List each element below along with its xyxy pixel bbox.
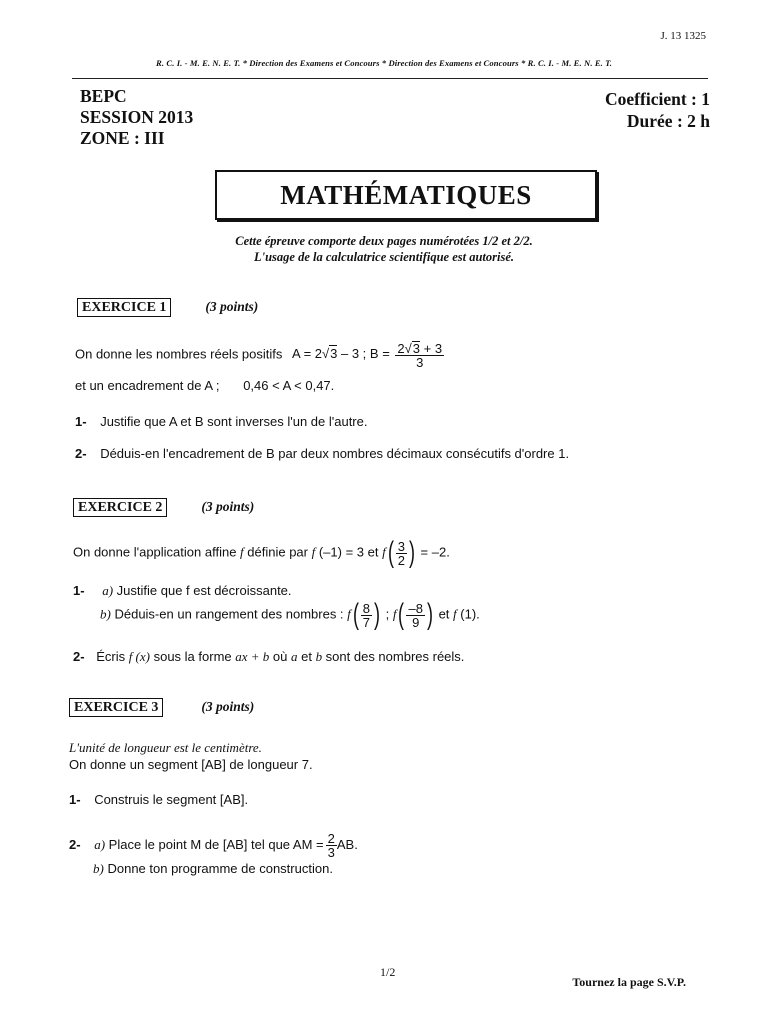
variable-b: b: [315, 649, 323, 664]
exercise-2-given-value: (–1) = 3 et: [315, 544, 383, 560]
exam-session: SESSION 2013: [80, 107, 194, 127]
exercise-1-given: [75, 341, 444, 369]
fraction-denominator: 2: [397, 552, 405, 568]
function-f: f: [240, 544, 244, 560]
expr-a-radicand: 3: [330, 346, 338, 362]
expr-a-coef: A = 2: [292, 346, 323, 362]
separator: ;: [382, 606, 393, 622]
fraction-2-3: [326, 832, 337, 859]
exercise-3-unit: L'unité de longueur est le centimètre.: [69, 740, 262, 755]
header-rule: [72, 78, 708, 79]
question-text: Donne ton programme de construction.: [107, 861, 333, 876]
question-text: Écris: [96, 649, 129, 664]
exercise-3-given: On donne un segment [AB] de longueur 7.: [69, 757, 313, 772]
question-text-end: (1).: [456, 606, 480, 622]
fraction-8-7: [361, 602, 372, 629]
question-text: Déduis-en un rangement des nombres :: [114, 606, 348, 622]
exercise-2-given-text: On donne l'application affine: [73, 544, 241, 560]
exercise-2-given-mid: définie par: [243, 544, 312, 560]
exercise-3-points: (3 points): [201, 699, 255, 714]
exam-note-pages: Cette épreuve comporte deux pages numérotées 1/2 et 2/2.: [235, 234, 533, 248]
exercise-3-label: EXERCICE 3: [69, 698, 163, 717]
expr-b-denominator: 3: [416, 355, 424, 370]
question-text: Justifie que f est décroissante.: [116, 583, 292, 598]
question-number: 2-: [69, 836, 81, 852]
question-text: Construis le segment [AB].: [94, 792, 249, 807]
exercise-1-bounds: [75, 378, 334, 393]
expr-b-numerator: 2√3 + 3: [397, 341, 443, 356]
expr-a-end: – 3 ; B =: [337, 346, 390, 362]
subquestion-label: a): [94, 836, 106, 852]
fraction-denominator: 7: [362, 614, 371, 630]
exercise-2-question-1b: [100, 600, 480, 630]
function-f: f: [453, 606, 457, 622]
exercise-3-heading: [69, 698, 254, 717]
question-text-end: AB.: [336, 836, 358, 852]
fraction-numerator: 3: [397, 538, 405, 554]
variable-a: a: [290, 649, 298, 664]
subquestion-label: a): [102, 583, 114, 598]
function-f: f: [311, 544, 316, 560]
question-text: Place le point M de [AB] tel que AM =: [108, 836, 324, 852]
paren-open: (: [352, 598, 359, 631]
exam-zone: ZONE : III: [80, 128, 165, 148]
fraction-denominator: 3: [327, 845, 335, 860]
turn-page-note: Tournez la page S.V.P.: [572, 975, 686, 989]
function-f: f: [392, 606, 397, 622]
fraction-minus8-9: [406, 602, 424, 629]
question-text-mid: sous la forme: [149, 649, 236, 664]
question-text-end: sont des nombres réels.: [322, 649, 465, 664]
paren-open: (: [398, 598, 405, 631]
exam-duration: Durée : 2 h: [626, 111, 710, 131]
conjunction: et: [434, 606, 454, 622]
function-f: f: [382, 544, 386, 560]
expr-b-coef: 2: [397, 341, 405, 356]
exercise-1-heading: [77, 298, 258, 317]
question-number: 1-: [69, 792, 81, 807]
exam-note-calculator: L'usage de la calculatrice scientifique est autorisé.: [253, 250, 515, 264]
exercise-3-question-2a: [69, 832, 358, 859]
question-text: Déduis-en l'encadrement de B par deux nombres décimaux consécutifs d'ordre 1.: [100, 446, 570, 461]
exam-info: [80, 86, 193, 149]
exercise-2-given-end: = –2.: [416, 544, 450, 560]
exercise-1-bounds-ineq: 0,46 < A < 0,47.: [243, 378, 335, 393]
paren-close: ): [426, 598, 433, 631]
exercise-1-label: EXERCICE 1: [77, 298, 171, 317]
exercise-2-label: EXERCICE 2: [73, 498, 167, 517]
paren-close: ): [408, 536, 415, 569]
question-number: 1-: [73, 583, 85, 598]
exercise-3-question-1: [69, 792, 248, 807]
exercise-1-question-2: [75, 446, 569, 461]
exam-name: BEPC: [80, 86, 127, 106]
exercise-3-question-2b: [93, 861, 333, 877]
exercise-1-question-1: [75, 414, 367, 429]
exam-meta: [605, 88, 710, 132]
paren-open: (: [387, 536, 394, 569]
exercise-2-points: (3 points): [201, 499, 255, 514]
exercise-2-given: [73, 538, 450, 568]
subject-title-box: [215, 170, 597, 220]
question-text-mid: où: [269, 649, 291, 664]
exercise-1-bounds-text: et un encadrement de A ;: [75, 378, 220, 393]
question-number: 2-: [75, 446, 87, 461]
paren-close: ): [374, 598, 381, 631]
exercise-2-question-1a: [73, 583, 292, 599]
expression-fx: f (x): [128, 649, 150, 664]
conjunction: et: [297, 649, 316, 664]
page-number: 1/2: [380, 965, 396, 979]
expression-ax-b: ax + b: [235, 649, 270, 664]
question-number: 2-: [73, 649, 85, 664]
document-reference: J. 13 1325: [660, 30, 706, 42]
fraction-denominator: 9: [412, 614, 420, 630]
expr-b-radicand: 3: [412, 341, 421, 356]
exercise-2-heading: [73, 498, 254, 517]
exam-coefficient: Coefficient : 1: [605, 89, 710, 109]
exercise-1-given-text: On donne les nombres réels positifs: [75, 346, 283, 362]
fraction-numerator: 8: [362, 600, 371, 616]
exercise-1-points: (3 points): [205, 299, 259, 314]
ministry-banner: R. C. I. - M. E. N. E. T. * Direction des Examens et Concours * Direction des Examens et Concours * R. C. I. - M. E. N. E. T.: [156, 58, 612, 68]
function-f: f: [347, 606, 351, 622]
expr-b-fraction: [395, 341, 444, 369]
subject-title: MATHÉMATIQUES: [280, 180, 532, 210]
expr-b-num-end: + 3: [420, 341, 443, 356]
fraction-numerator: –8: [408, 600, 423, 616]
question-text: Justifie que A et B sont inverses l'un de l'autre.: [100, 414, 368, 429]
exercise-2-question-2: [73, 649, 464, 665]
question-number: 1-: [75, 414, 87, 429]
fraction-numerator: 2: [327, 831, 335, 846]
expr-a: A = 2√3 – 3 ; B =: [292, 346, 390, 362]
fraction-three-halves: [396, 540, 407, 567]
subquestion-label: b): [93, 861, 104, 876]
subquestion-label: b): [100, 606, 111, 622]
